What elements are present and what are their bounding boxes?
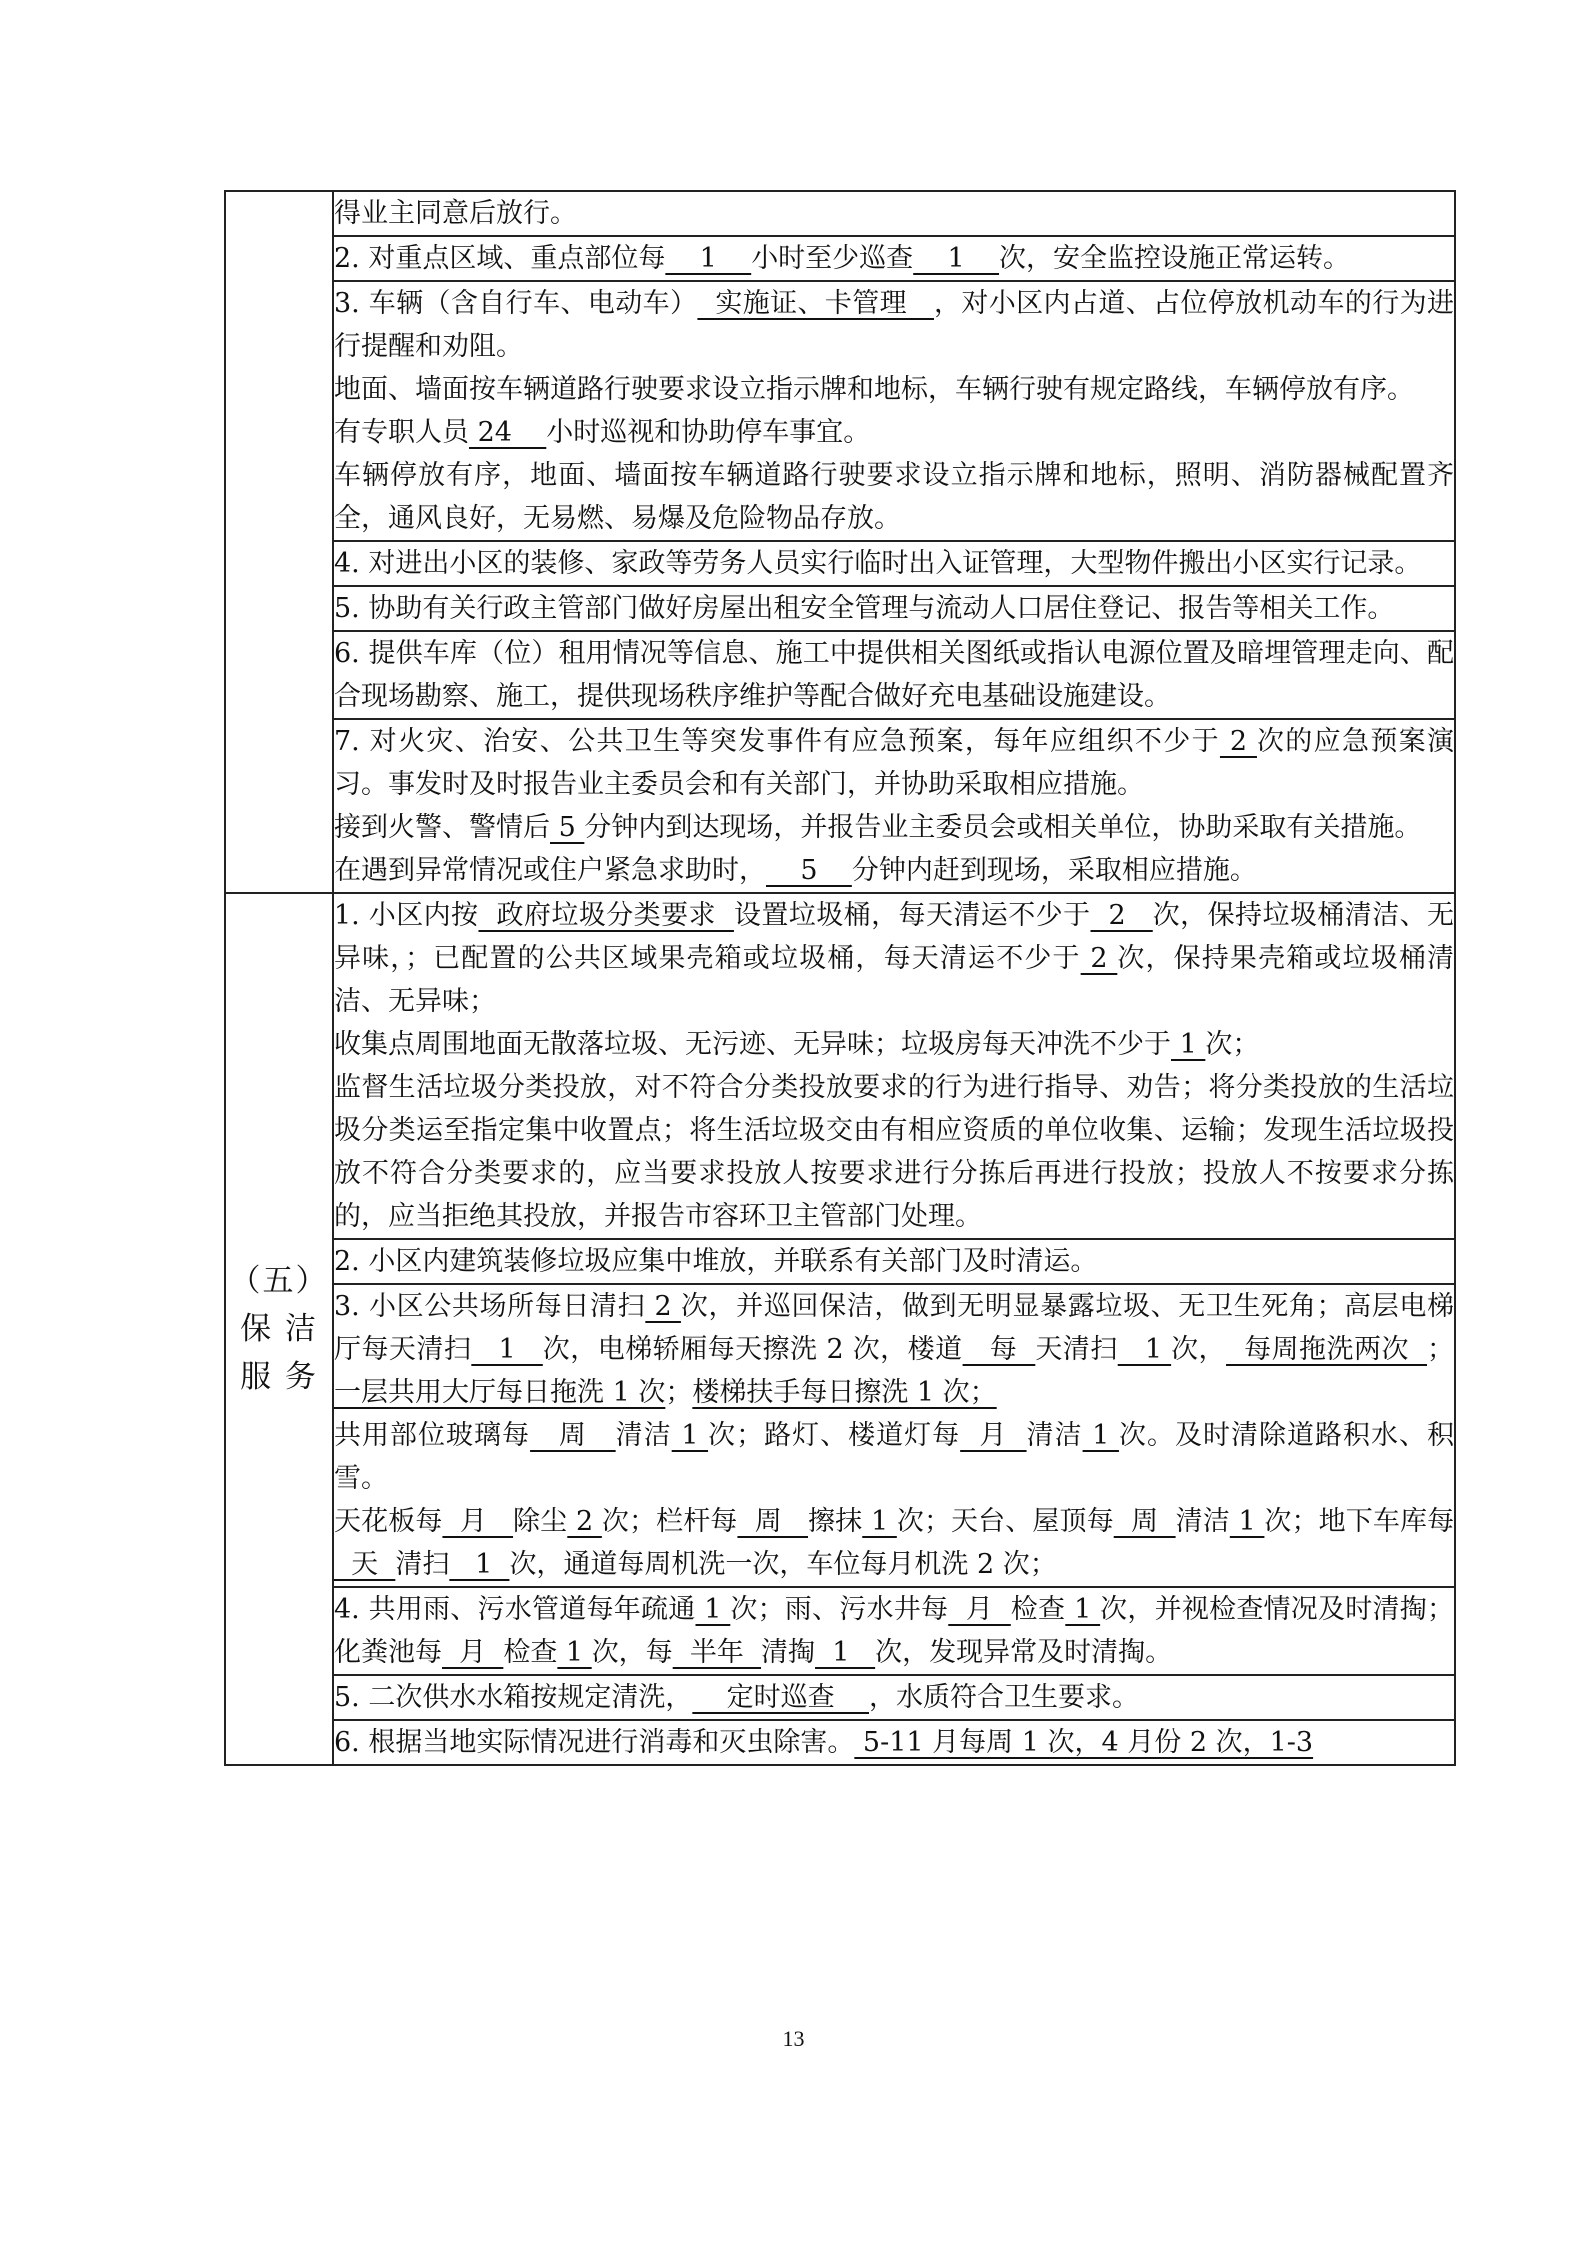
text-segment: 分钟内赶到现场，采取相应措施。 xyxy=(851,855,1257,886)
fill-in-value: 1 xyxy=(1229,1506,1265,1537)
security-row-4 xyxy=(225,586,1455,631)
text-segment: 次； xyxy=(1205,1029,1260,1060)
text-segment: 清洁 xyxy=(1026,1420,1083,1451)
fill-in-value: 1 xyxy=(695,1594,731,1625)
fill-in-value: 1 xyxy=(449,1549,510,1580)
text-segment: 4. 对进出小区的装修、家政等劳务人员实行临时出入证管理，大型物件搬出小区实行记录。 xyxy=(334,548,1422,579)
fill-in-value: 1 xyxy=(1117,1334,1172,1365)
text-segment: 天清扫 xyxy=(1035,1334,1118,1365)
fill-in-value: 实施证、卡管理 xyxy=(697,288,934,319)
fill-in-value: 定时巡查 xyxy=(692,1682,870,1713)
text-segment: 检查 xyxy=(503,1637,558,1668)
item-paragraph xyxy=(334,1240,1454,1283)
text-segment: 次，每 xyxy=(591,1637,673,1668)
text-segment: 2. 小区内建筑装修垃圾应集中堆放，并联系有关部门及时清运。 xyxy=(334,1246,1098,1277)
security-item-cell xyxy=(333,281,1455,541)
text-segment: 1. 小区内按 xyxy=(334,900,479,931)
cleaning-item-cell xyxy=(333,893,1455,1239)
security-item-cell xyxy=(333,191,1455,236)
text-segment: 擦抹 xyxy=(808,1506,863,1537)
security-row-3 xyxy=(225,541,1455,586)
item-paragraph xyxy=(334,1721,1454,1764)
item-paragraph xyxy=(334,1066,1454,1238)
item-paragraph xyxy=(334,1676,1454,1719)
security-row-2 xyxy=(225,281,1455,541)
category-line: 保 洁 xyxy=(240,1311,318,1347)
text-segment: 次，安全监控设施正常运转。 xyxy=(999,243,1351,274)
security-item-cell xyxy=(333,631,1455,719)
security-item-cell xyxy=(333,541,1455,586)
cleaning-category-cell xyxy=(225,893,333,1765)
fill-in-value: 1 xyxy=(557,1637,592,1668)
text-segment: ； xyxy=(1427,1334,1455,1365)
text-segment: 次，并巡回保洁，做到无明显暴露垃圾、无卫生死角；高层电梯厅每天清扫 xyxy=(334,1291,1455,1365)
item-paragraph xyxy=(334,1588,1454,1674)
text-segment: 次，并视检查情况及时清掏；化粪池每 xyxy=(334,1594,1455,1668)
text-segment: 清洁 xyxy=(615,1420,672,1451)
text-segment: ，水质符合卫生要求。 xyxy=(869,1682,1140,1713)
text-segment: 次，通道每周机洗一次，车位每月机洗 2 次； xyxy=(509,1549,1057,1580)
fill-in-value: 每周拖洗两次 xyxy=(1226,1334,1428,1365)
item-paragraph xyxy=(334,237,1454,280)
cleaning-row-2 xyxy=(225,1284,1455,1587)
fill-in-value: 2 xyxy=(567,1506,602,1537)
text-segment: 分钟内到达现场，并报告业主委员会或相关单位，协助采取有关措施。 xyxy=(584,812,1422,843)
fill-in-value: 1 xyxy=(815,1637,876,1668)
fill-in-value: 1 xyxy=(671,1420,709,1451)
cleaning-item-cell xyxy=(333,1675,1455,1720)
item-paragraph xyxy=(334,894,1454,1023)
security-item-cell xyxy=(333,719,1455,893)
item-paragraph xyxy=(334,411,1454,454)
fill-in-value: 月 xyxy=(442,1506,514,1537)
security-category-cell xyxy=(225,191,333,893)
cleaning-item-cell xyxy=(333,1587,1455,1675)
text-segment: 2. 对重点区域、重点部位每 xyxy=(334,243,666,274)
text-segment: 有专职人员 xyxy=(334,417,469,448)
text-segment: 清洁 xyxy=(1175,1506,1230,1537)
text-segment: 次的应急预案演习。事发时及时报告业主委员会和有关部门，并协助采取相应措施。 xyxy=(334,726,1455,800)
item-paragraph xyxy=(334,806,1454,849)
fill-in-value: 周 xyxy=(1113,1506,1176,1537)
fill-in-value: 2 xyxy=(1219,726,1257,757)
text-segment: 5. 协助有关行政主管部门做好房屋出租安全管理与流动人口居住登记、报告等相关工作。 xyxy=(334,593,1395,624)
text-segment: 次， xyxy=(1171,1334,1227,1365)
item-paragraph xyxy=(334,368,1454,411)
item-paragraph xyxy=(334,632,1454,718)
text-segment: 共用部位玻璃每 xyxy=(334,1420,531,1451)
fill-in-value: 2 xyxy=(1080,943,1118,974)
fill-in-value: 周 xyxy=(737,1506,809,1537)
text-segment: 次。及时清除道路积水、积雪。 xyxy=(334,1420,1455,1494)
text-segment: 次，保持果壳箱或垃圾桶清洁、无异味； xyxy=(334,943,1455,1017)
fill-in-value: 每 xyxy=(962,1334,1036,1365)
item-paragraph xyxy=(334,1414,1454,1500)
security-item-cell xyxy=(333,236,1455,281)
text-segment: 4. 共用雨、污水管道每年疏通 xyxy=(334,1594,696,1625)
fill-in-value: 月 xyxy=(948,1594,1011,1625)
text-segment: 小时至少巡查 xyxy=(751,243,914,274)
text-segment: ，对小区内占道、占位停放机动车的行为进行提醒和劝阻。 xyxy=(334,288,1455,362)
text-segment: 清扫 xyxy=(395,1549,450,1580)
item-paragraph xyxy=(334,542,1454,585)
cleaning-row-3 xyxy=(225,1587,1455,1675)
text-segment: 次；天台、屋顶每 xyxy=(896,1506,1114,1537)
cleaning-row-1 xyxy=(225,1239,1455,1284)
fill-in-value: 2 xyxy=(645,1291,681,1322)
text-segment: 次，电梯轿厢每天擦洗 2 次，楼道 xyxy=(542,1334,963,1365)
text-segment: 清掏 xyxy=(761,1637,816,1668)
text-segment: 3. 小区公共场所每日清扫 xyxy=(334,1291,646,1322)
page-number: 13 xyxy=(782,2026,805,2051)
security-row-5 xyxy=(225,631,1455,719)
item-paragraph xyxy=(334,587,1454,630)
fill-in-value: 1 xyxy=(665,243,752,274)
text-segment: 6. 提供车库（位）租用情况等信息、施工中提供相关图纸或指认电源位置及暗埋管理走向、配合现场勘察、施工，提供现场秩序维护等配合做好充电基础设施建设。 xyxy=(334,638,1454,712)
text-segment: 得业主同意后放行。 xyxy=(334,198,577,229)
fill-in-value: 1 xyxy=(1171,1029,1206,1060)
category-line: 服 务 xyxy=(240,1359,318,1395)
fill-in-value: 5 xyxy=(550,812,585,843)
text-segment: 地面、墙面按车辆道路行驶要求设立指示牌和地标，车辆行驶有规定路线，车辆停放有序。 xyxy=(334,374,1414,405)
fill-in-value: 1 xyxy=(471,1334,543,1365)
item-paragraph xyxy=(334,1023,1454,1066)
fill-in-value: 月 xyxy=(960,1420,1027,1451)
cleaning-row-4 xyxy=(225,1675,1455,1720)
item-paragraph xyxy=(334,1285,1454,1414)
text-segment: 次；路灯、楼道灯每 xyxy=(708,1420,961,1451)
text-segment: 接到火警、警情后 xyxy=(334,812,550,843)
fill-in-value: 政府垃圾分类要求 xyxy=(478,900,734,931)
text-segment: 除尘 xyxy=(513,1506,568,1537)
cleaning-item-cell xyxy=(333,1239,1455,1284)
text-segment: 收集点周围地面无散落垃圾、无污迹、无异味；垃圾房每天冲洗不少于 xyxy=(334,1029,1171,1060)
text-segment: 6. 根据当地实际情况进行消毒和灭虫除害。 xyxy=(334,1727,855,1758)
cleaning-item-cell xyxy=(333,1284,1455,1587)
fill-in-value: 2 xyxy=(1090,900,1153,931)
text-segment: 小时巡视和协助停车事宜。 xyxy=(546,417,871,448)
text-segment: 天花板每 xyxy=(334,1506,443,1537)
cleaning-row-5 xyxy=(225,1720,1455,1765)
fill-in-value: 周 xyxy=(530,1420,616,1451)
fill-in-value: 1 xyxy=(1082,1420,1119,1451)
category-line: （五） xyxy=(229,1263,329,1299)
text-segment: 检查 xyxy=(1010,1594,1066,1625)
fill-in-value: 一层共用大厅每日拖洗 1 次 xyxy=(334,1377,666,1408)
cleaning-row-0 xyxy=(225,893,1455,1239)
text-segment: 7. 对火灾、治安、公共卫生等突发事件有应急预案，每年应组织不少于 xyxy=(334,726,1220,757)
fill-in-value: 5 xyxy=(766,855,852,886)
fill-in-value: 天 xyxy=(334,1549,396,1580)
security-row-0 xyxy=(225,191,1455,236)
security-row-6 xyxy=(225,719,1455,893)
item-paragraph xyxy=(334,720,1454,806)
text-segment: 次；雨、污水井每 xyxy=(730,1594,949,1625)
fill-in-value: 月 xyxy=(442,1637,504,1668)
text-segment: ； xyxy=(665,1377,693,1408)
text-segment: 次，发现异常及时清掏。 xyxy=(875,1637,1173,1668)
text-segment: 次；地下车库每 xyxy=(1264,1506,1455,1537)
text-segment: 次；栏杆每 xyxy=(601,1506,738,1537)
item-paragraph xyxy=(334,192,1454,235)
cleaning-category-label xyxy=(226,1257,332,1401)
text-segment: 车辆停放有序，地面、墙面按车辆道路行驶要求设立指示牌和地标，照明、消防器械配置齐全，通风良好，无易燃、易爆及危险物品存放。 xyxy=(334,460,1454,534)
text-segment: 设置垃圾桶，每天清运不少于 xyxy=(733,900,1091,931)
item-paragraph xyxy=(334,1500,1454,1586)
fill-in-value: 5-11 月每周 1 次，4 月份 2 次，1-3 xyxy=(854,1727,1314,1758)
service-standards-table xyxy=(224,190,1456,1766)
text-segment: 监督生活垃圾分类投放，对不符合分类投放要求的行为进行指导、劝告；将分类投放的生活垃圾分类运至指定集中收置点；将生活垃圾交由有相应资质的单位收集、运输；发现生活垃圾投放不符合分类要求的，应当要求投放人按要求进行分拣后再进行投放；投放人不按要求分拣的，应当拒绝其投放，并报告市容环卫主管部门处理。 xyxy=(334,1072,1454,1232)
text-segment: 3. 车辆（含自行车、电动车） xyxy=(334,288,698,319)
security-item-cell xyxy=(333,586,1455,631)
item-paragraph xyxy=(334,849,1454,892)
fill-in-value: 1 xyxy=(913,243,1000,274)
security-row-1 xyxy=(225,236,1455,281)
fill-in-value: 1 xyxy=(862,1506,897,1537)
text-segment: 在遇到异常情况或住户紧急求助时， xyxy=(334,855,766,886)
fill-in-value: 楼梯扶手每日擦洗 1 次； xyxy=(692,1377,997,1408)
fill-in-value: 半年 xyxy=(672,1637,762,1668)
text-segment: 次，保持垃圾桶清洁、无异味，；已配置的公共区域果壳箱或垃圾桶，每天清运不少于 xyxy=(334,900,1455,974)
text-segment: 5. 二次供水水箱按规定清洗， xyxy=(334,1682,693,1713)
fill-in-value: 1 xyxy=(1065,1594,1101,1625)
item-paragraph xyxy=(334,454,1454,540)
item-paragraph xyxy=(334,282,1454,368)
cleaning-item-cell xyxy=(333,1720,1455,1765)
fill-in-value: 24 xyxy=(469,417,547,448)
